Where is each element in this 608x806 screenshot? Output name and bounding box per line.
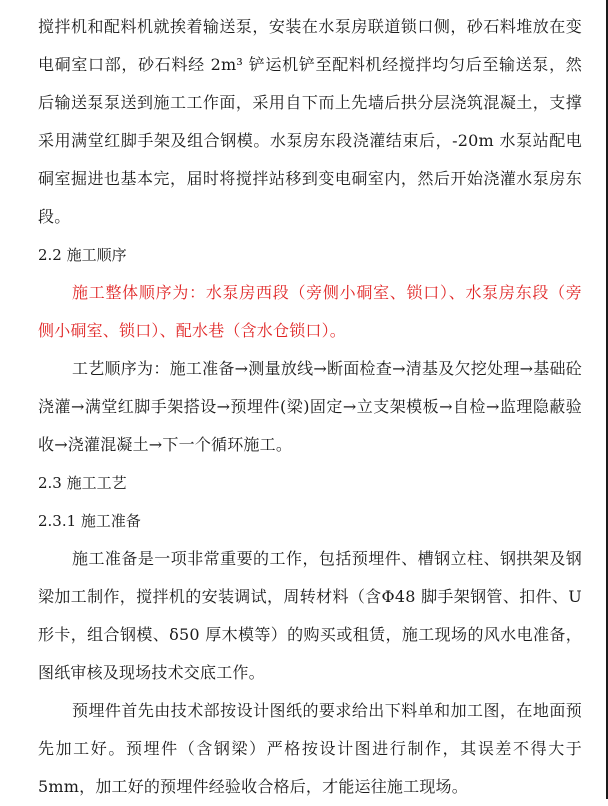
body-paragraph: 工艺顺序为：施工准备→测量放线→断面检查→清基及欠挖处理→基础砼浇灌→满堂红脚手架搭设→预埋件(梁)固定→立支架模板→自检→监理隐蔽验收→浇灌混凝土→下一个循环施工。 bbox=[38, 359, 582, 454]
document-page bbox=[38, 8, 582, 806]
section-heading-construction-sequence: 2.2 施工顺序 bbox=[38, 246, 127, 264]
body-paragraph: 施工准备是一项非常重要的工作，包括预埋件、槽钢立柱、钢拱架及钢梁加工制作，搅拌机的安装调试，周转材料（含Φ48 脚手架钢管、扣件、U 形卡，组合钢模、δ50 厚木模等）的购买或租赁，施工现场的风水电准备，图纸审核及现场技术交底工作。 bbox=[38, 549, 582, 682]
body-paragraph: 搅拌机和配料机就挨着输送泵，安装在水泵房联道锁口侧，砂石料堆放在变电硐室口部，砂石料经 2m³ 铲运机铲至配料机经搅拌均匀后至输送泵，然后输送泵泵送到施工工作面，采用自下而上先墙后拱分层浇筑混凝土，支撑采用满堂红脚手架及组合钢模。水泵房东段浇灌结束后，-20m 水泵站配电硐室掘进也基本完，届时将搅拌站移到变电硐室内，然后开始浇灌水泵房东段。 bbox=[38, 17, 582, 226]
section-heading-construction-process: 2.3 施工工艺 bbox=[38, 474, 127, 492]
subsection-heading-preparation: 2.3.1 施工准备 bbox=[38, 512, 141, 530]
highlighted-paragraph: 施工整体顺序为：水泵房西段（旁侧小硐室、锁口）、水泵房东段（旁侧小硐室、锁口）、配水巷（含水仓锁口）。 bbox=[38, 283, 582, 340]
body-paragraph: 预埋件首先由技术部按设计图纸的要求给出下料单和加工图，在地面预先加工好。预埋件（含钢梁）严格按设计图进行制作，其误差不得大于 5mm，加工好的预埋件经验收合格后，才能运往施工现场。 bbox=[38, 701, 582, 796]
